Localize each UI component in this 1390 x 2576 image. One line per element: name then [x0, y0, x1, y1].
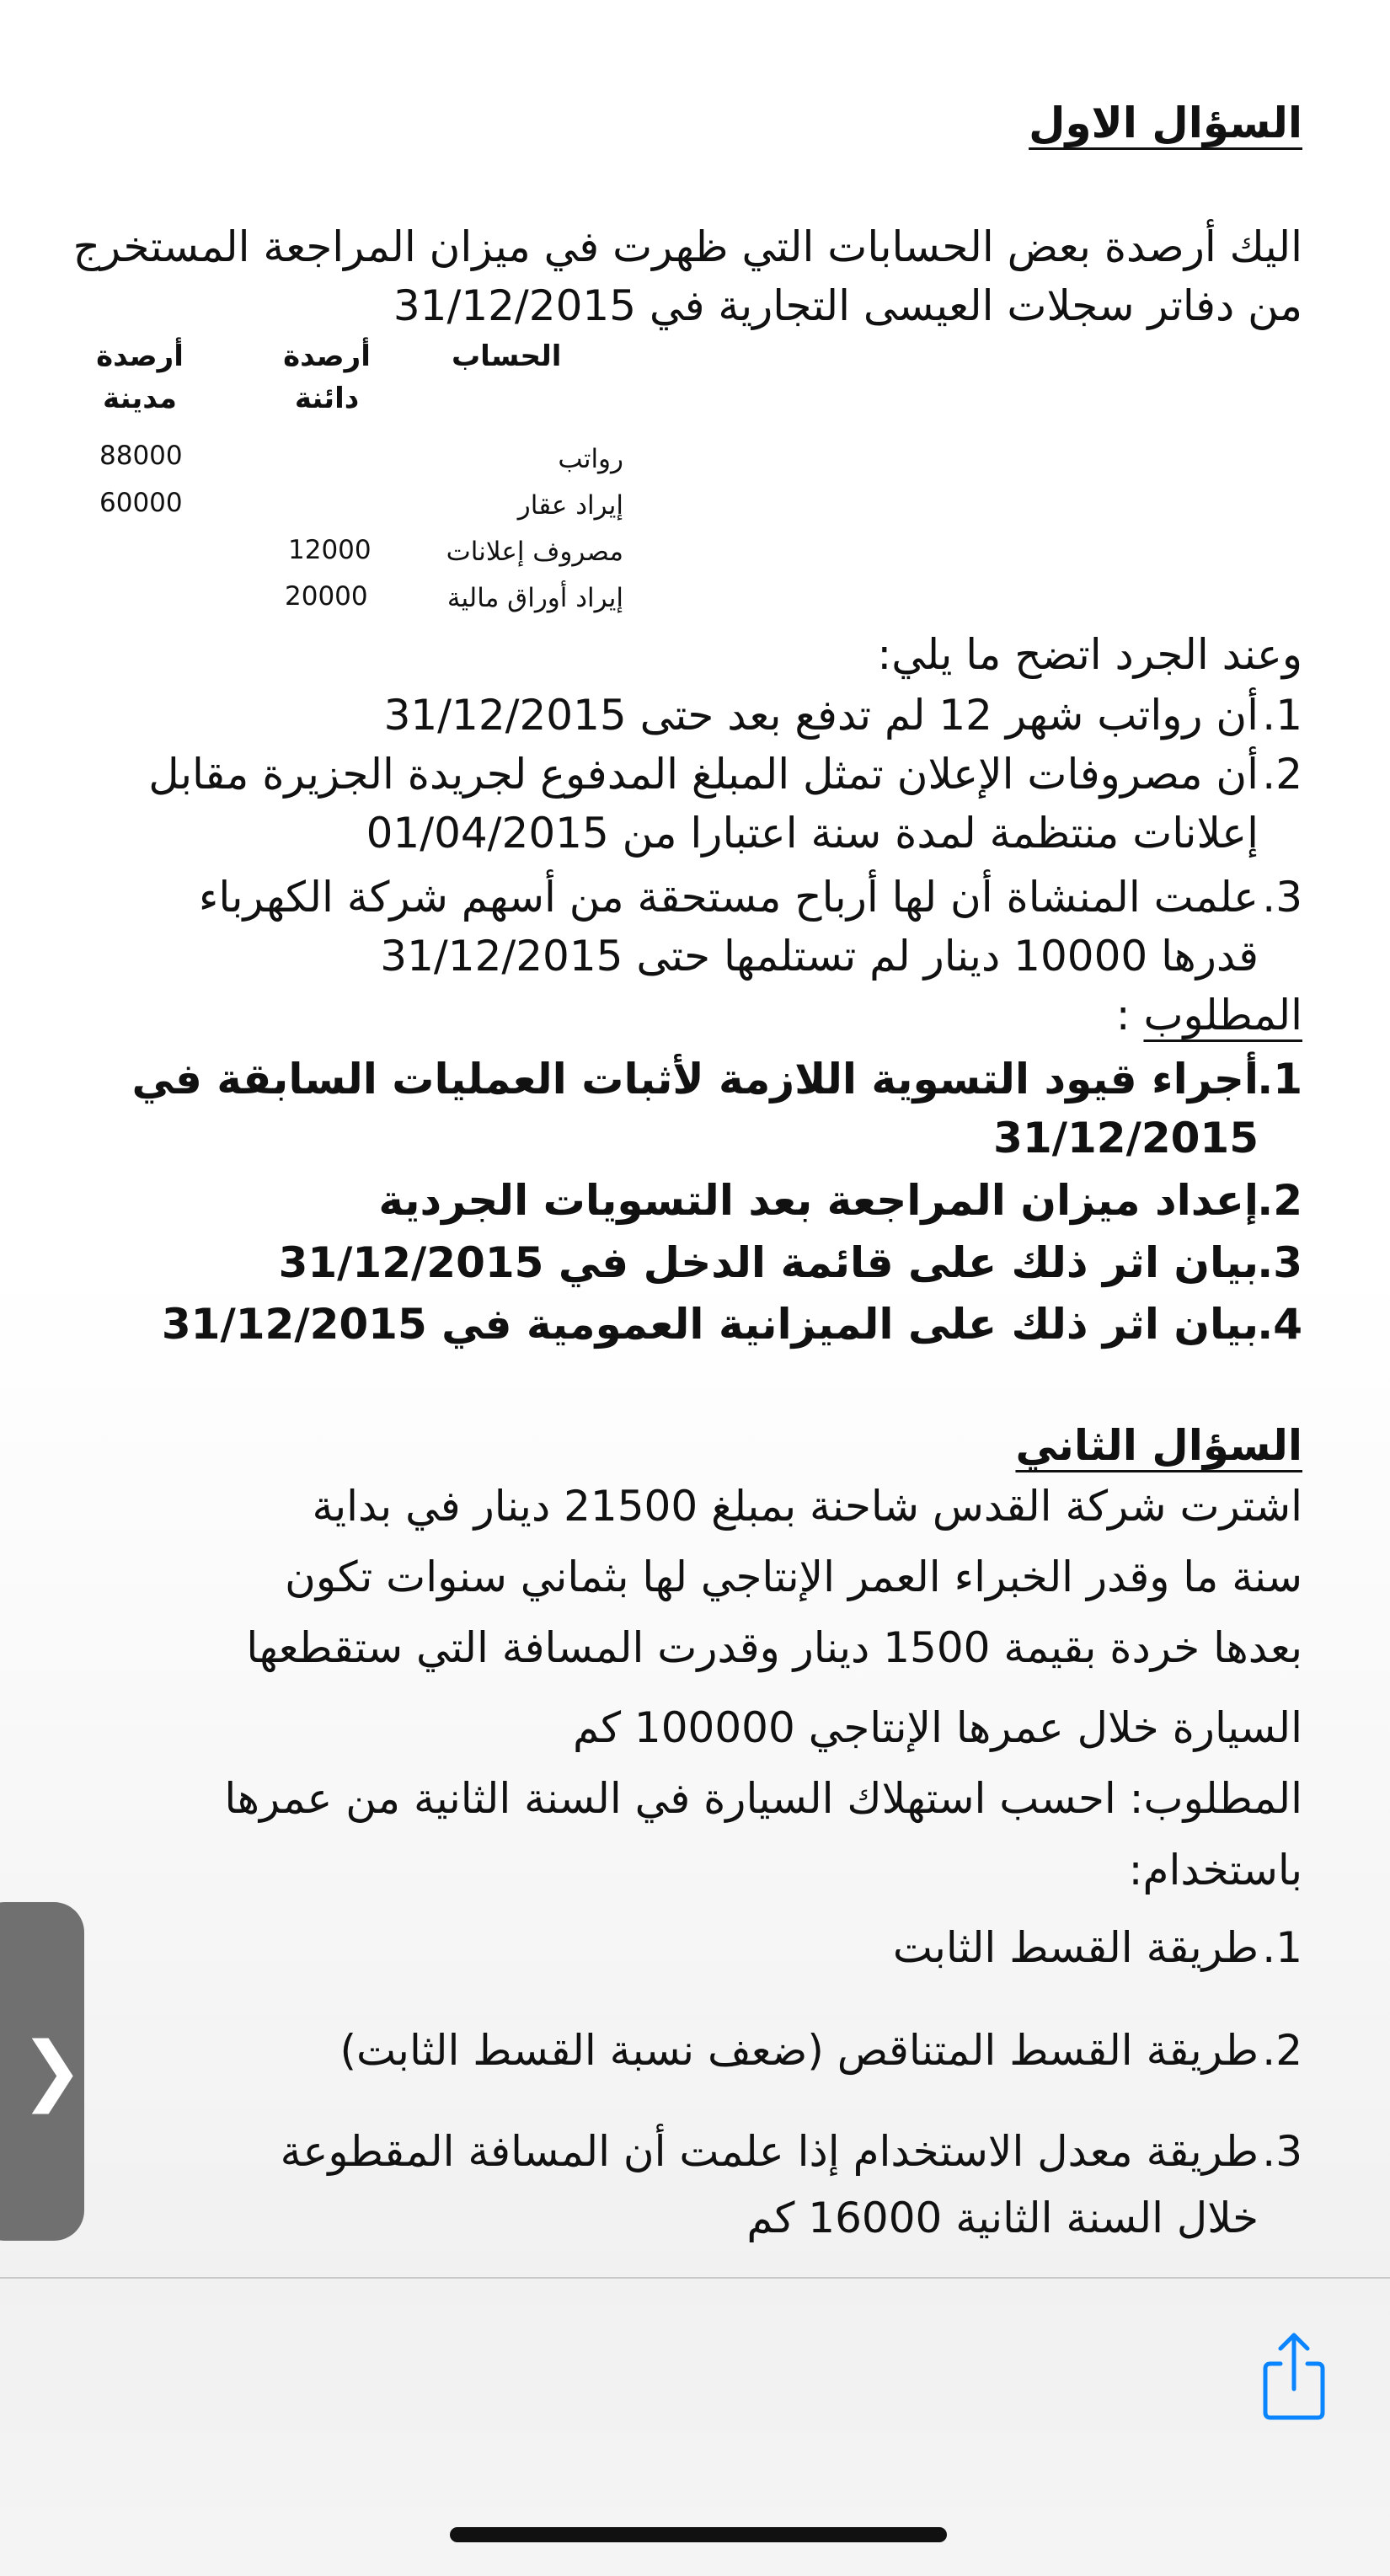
side-pull-tab[interactable]	[0, 1902, 84, 2241]
q2-body-line: بعدها خردة بقيمة 1500 دينار وقدرت المسافة التي ستقطعها	[246, 1623, 1302, 1672]
table-cell-credit: 20000	[285, 581, 368, 612]
method-item: 2.طريقة القسط المتناقص (ضعف نسبة القسط الثابت)	[339, 2026, 1302, 2075]
fact-item: 2.أن مصروفات الإعلان تمثل المبلغ المدفوع لجريدة الجزيرة مقابل	[148, 750, 1302, 799]
method-item: 1.طريقة القسط الثابت	[892, 1923, 1302, 1972]
fact-item-continued: قدرها 10000 دينار لم تستلمها حتى 31/12/2015	[380, 932, 1259, 981]
table-cell-account: إيراد أوراق مالية	[446, 583, 623, 613]
fact-item: 1.أن رواتب شهر 12 لم تدفع بعد حتى 31/12/2015	[383, 691, 1302, 740]
table-cell-account: مصروف إعلانات	[446, 537, 623, 567]
share-button[interactable]	[1250, 2330, 1338, 2423]
required-heading: المطلوب :	[1115, 991, 1302, 1039]
table-cell-account: إيراد عقار	[517, 490, 623, 521]
home-indicator[interactable]	[450, 2527, 947, 2542]
required-item: 2.إعداد ميزان المراجعة بعد التسويات الجردية	[378, 1176, 1302, 1225]
q2-required-line: باستخدام:	[1128, 1846, 1302, 1895]
required-item: 3.بيان اثر ذلك على قائمة الدخل في 31/12/2015	[278, 1238, 1302, 1287]
q2-required-line: المطلوب: احسب استهلاك السيارة في السنة الثانية من عمرها	[224, 1774, 1302, 1823]
chevron-right-icon: ❯	[20, 2026, 84, 2114]
table-header-account: الحساب	[452, 339, 562, 373]
method-item: 3.طريقة معدل الاستخدام إذا علمت أن المسافة المقطوعة	[280, 2127, 1302, 2176]
fact-item-continued: إعلانات منتظمة لمدة سنة اعتبارا من 01/04/2015	[366, 809, 1259, 858]
q2-body-line: سنة ما وقدر الخبراء العمر الإنتاجي لها بثماني سنوات تكون	[285, 1553, 1302, 1601]
fact-item: 3.علمت المنشاة أن لها أرباح مستحقة من أسهم شركة الكهرباء	[198, 873, 1302, 922]
toolbar-divider	[0, 2277, 1390, 2279]
required-item: 1.أجراء قيود التسوية اللازمة لأثبات العمليات السابقة في	[131, 1055, 1302, 1104]
table-header-credit: أرصدة دائنة	[283, 339, 371, 415]
table-cell-account: رواتب	[558, 444, 623, 474]
table-cell-debit: 88000	[99, 441, 183, 471]
q1-intro-line-2: من دفاتر سجلات العيسى التجارية في 31/12/2015	[393, 281, 1302, 330]
q2-title: السؤال الثاني	[1015, 1421, 1302, 1470]
inventory-intro: وعند الجرد اتضح ما يلي:	[877, 630, 1302, 679]
required-item: 4.بيان اثر ذلك على الميزانية العمومية في 31/12/2015	[161, 1300, 1302, 1349]
q2-body-line: السيارة خلال عمرها الإنتاجي 100000 كم	[572, 1703, 1302, 1752]
table-header-debit: أرصدة مدينة	[96, 339, 184, 415]
share-icon	[1250, 2330, 1338, 2423]
method-item-continued: خلال السنة الثانية 16000 كم	[746, 2194, 1259, 2242]
q1-title: السؤال الاول	[1029, 99, 1302, 147]
table-cell-debit: 60000	[99, 488, 183, 518]
table-cell-credit: 12000	[288, 535, 372, 565]
q2-body-line: اشترت شركة القدس شاحنة بمبلغ 21500 دينار في بداية	[312, 1482, 1302, 1531]
required-item-continued: 31/12/2015	[993, 1114, 1259, 1162]
q1-intro-line-1: اليك أرصدة بعض الحسابات التي ظهرت في ميزان المراجعة المستخرج	[72, 222, 1302, 271]
